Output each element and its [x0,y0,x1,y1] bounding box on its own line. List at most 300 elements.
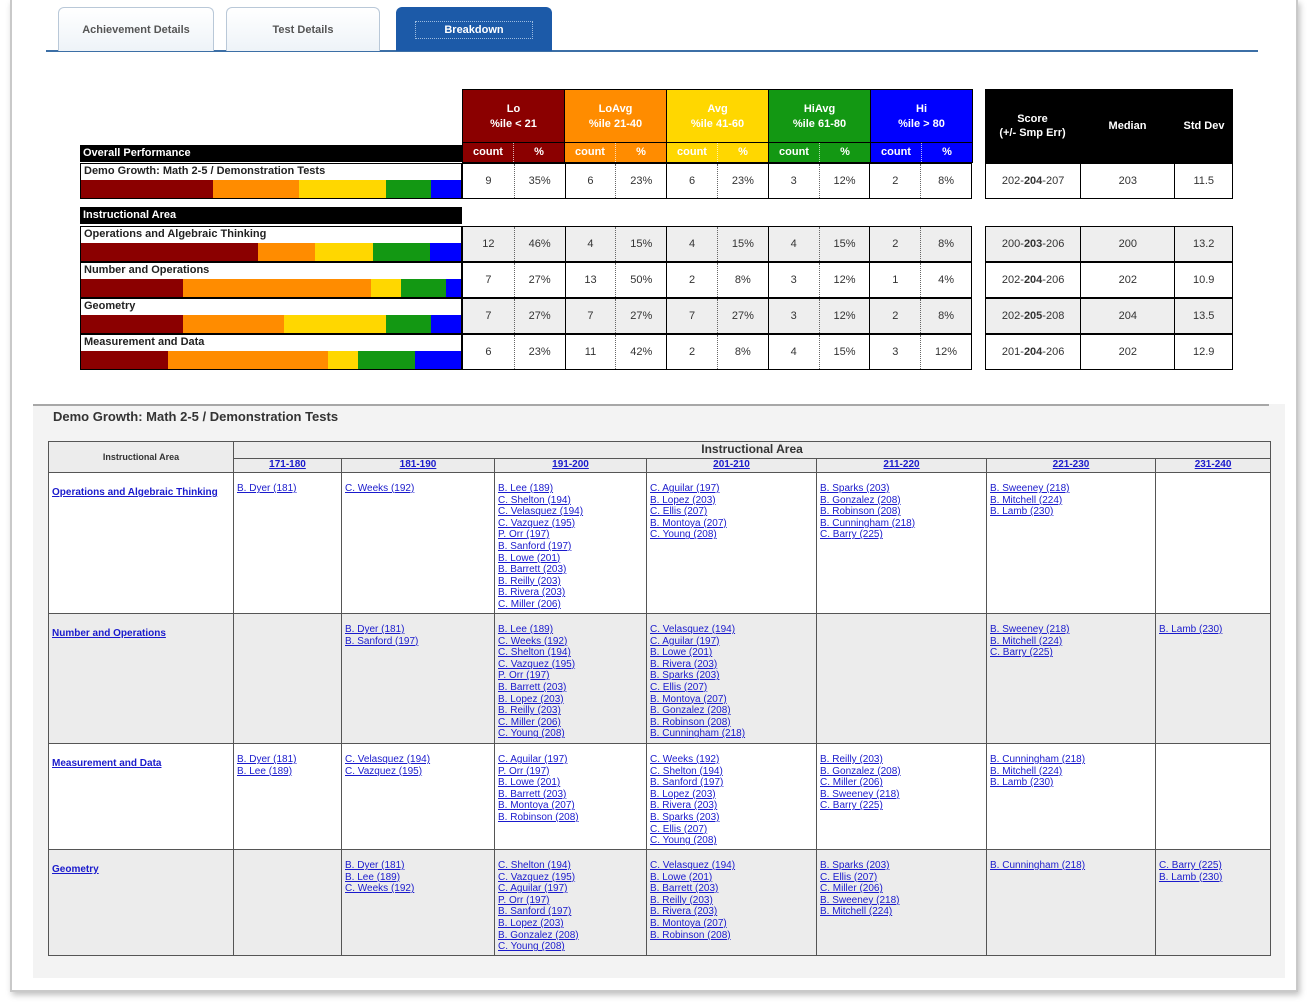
student-link[interactable]: B. Lee (189) [498,483,554,494]
performance-stacked-bar [81,351,461,369]
student-link[interactable]: C. Barry (225) [1159,860,1222,871]
student-link[interactable]: B. Dyer (181) [345,860,405,871]
stats-header [985,89,1233,163]
bar-segment-hi [446,279,461,297]
bar-segment-hiavg [401,279,446,297]
student-link[interactable]: B. Montoya (207) [650,917,727,929]
student-link[interactable]: B. Cunningham (218) [650,728,746,740]
student-link[interactable]: B. Lopez (203) [498,917,564,929]
range-header[interactable] [495,459,647,473]
student-link[interactable]: B. Barrett (203) [498,681,567,693]
student-link[interactable]: C. Miller (206) [820,777,883,789]
breakdown-panel [33,404,1285,978]
tab-label: Achievement Details [82,23,190,36]
student-link[interactable]: B. Lopez (203) [498,693,564,705]
student-link[interactable]: B. Montoya (207) [498,800,575,812]
student-link[interactable]: P. Orr (197) [498,765,550,777]
student-link[interactable]: B. Sparks (203) [650,811,720,823]
student-link[interactable]: C. Young (208) [498,728,565,740]
student-link[interactable]: C. Aguilar (197) [498,883,568,895]
bar-segment-loavg [258,243,316,261]
range-link[interactable]: 231-240 [1194,459,1232,470]
band-name: LoAvg [598,103,633,115]
performance-stacked-bar [81,180,461,198]
row-label-cell [80,226,462,262]
median-header: Median [1108,120,1147,132]
overall-title: Overall Performance [80,145,462,162]
stats-cells [985,163,1233,199]
cell-value: 3 [768,164,819,198]
area-link[interactable]: Geometry [52,864,99,875]
student-link[interactable]: B. Dyer (181) [345,624,405,635]
student-link[interactable]: B. Lowe (201) [650,647,713,659]
bar-segment-lo [81,279,183,297]
band-header [666,89,769,143]
student-link[interactable]: B. Gonzalez (208) [820,765,901,777]
percent-header: % [819,143,870,162]
band-counts-cells [462,298,972,334]
student-link[interactable]: B. Lee (189) [498,624,554,635]
median-cell: 202 [1080,263,1174,297]
score-high: -206 [1042,238,1065,250]
student-list-cell [234,473,342,614]
cell-value: 8% [920,299,971,333]
range-header[interactable] [234,459,342,473]
cell-value: 1 [869,263,920,297]
cell-value: 7 [485,310,492,322]
student-list-cell [342,473,495,614]
score-high: -208 [1042,310,1065,322]
band-subheader [666,143,769,163]
student-link[interactable]: B. Sweeney (218) [820,788,900,800]
range-header[interactable] [817,459,987,473]
student-link[interactable]: B. Lowe (201) [498,777,561,789]
performance-stacked-bar [81,279,461,297]
student-link[interactable]: B. Lamb (230) [1159,871,1223,883]
bar-segment-hiavg [358,351,415,369]
band-subheader [870,143,973,163]
student-link[interactable]: C. Vazquez (195) [498,871,576,883]
cell-value: 6 [485,346,492,358]
student-list-cell [987,850,1156,956]
performance-stacked-bar [81,243,461,261]
band-header [462,89,565,143]
bar-segment-hiavg [373,243,431,261]
row-label-text: Operations and Algebraic Thinking [84,228,267,240]
band-name: HiAvg [803,103,836,115]
range-link[interactable]: 221-230 [1052,459,1090,470]
student-link[interactable]: B. Mitchell (224) [820,906,893,918]
group-header: Instructional Area [234,442,1271,459]
student-link[interactable]: B. Barrett (203) [650,883,719,895]
student-link[interactable]: C. Ellis (207) [820,871,878,883]
student-link[interactable]: B. Montoya (207) [650,517,727,529]
table-row [49,473,1271,614]
cell-value: 9 [485,175,492,187]
range-link[interactable]: 191-200 [552,459,589,470]
student-link[interactable]: B. Barrett (203) [498,564,567,576]
student-link[interactable]: B. Sanford (197) [650,777,724,789]
student-link[interactable]: B. Lowe (201) [498,552,561,564]
bar-segment-avg [284,315,386,333]
cell-value: 15% [819,335,870,369]
student-link[interactable]: B. Rivera (203) [650,906,718,918]
divider [33,404,1269,406]
student-link[interactable]: B. Sparks (203) [820,483,890,494]
cell-value: 27% [615,299,666,333]
student-list-cell [342,850,495,956]
student-list-cell [987,744,1156,850]
student-link[interactable]: B. Sparks (203) [650,670,720,682]
student-link[interactable]: C. Barry (225) [820,529,883,541]
range-link[interactable]: 181-190 [399,459,437,470]
score-mid: 204 [1023,274,1043,286]
range-link[interactable]: 201-210 [713,459,750,470]
cell-value: 2 [869,299,920,333]
table-row [49,614,1271,744]
student-link[interactable]: B. Sanford (197) [498,540,572,552]
student-link[interactable]: B. Robinson (208) [650,929,731,941]
tab-achievement-details[interactable] [58,7,214,51]
student-link[interactable]: B. Gonzalez (208) [650,705,731,717]
cell-value: 46% [514,227,565,261]
score-low: 202- [1001,310,1024,322]
breakdown-title: Demo Growth: Math 2-5 / Demonstration Tests [53,409,339,424]
range-header[interactable] [647,459,817,473]
student-link[interactable]: C. Barry (225) [820,800,883,812]
stats-cells [985,262,1233,298]
cell-value: 23% [615,164,666,198]
student-link[interactable]: B. Sweeney (218) [990,483,1070,494]
area-cell [49,744,234,850]
student-link[interactable]: B. Reilly (203) [650,894,713,906]
cell-value: 12% [819,299,870,333]
student-link[interactable]: C. Vazquez (195) [498,658,576,670]
student-link[interactable]: B. Cunningham (218) [820,517,916,529]
cell-value: 12% [920,335,971,369]
cell-value: 15% [819,227,870,261]
cell-value: 2 [869,164,920,198]
score-range-cell [986,263,1080,297]
cell-value: 23% [717,164,768,198]
band-range: %ile 61-80 [792,118,847,130]
score-range-cell [986,227,1080,261]
row-label-cell [80,298,462,334]
cell-value: 2 [666,335,717,369]
score-range-cell [986,164,1080,198]
median-cell: 204 [1080,299,1174,333]
area-link[interactable]: Number and Operations [52,628,166,639]
student-link[interactable]: C. Ellis (207) [650,506,708,518]
row-label-text: Demo Growth: Math 2-5 / Demonstration Tests [84,165,326,177]
student-link[interactable]: B. Lowe (201) [650,871,713,883]
cell-value: 42% [615,335,666,369]
percent-header: % [921,143,972,162]
band-counts-cells [462,226,972,262]
cell-value: 11 [565,335,616,369]
percent-header: % [717,143,768,162]
student-link[interactable]: P. Orr (197) [498,670,550,682]
count-header: count [575,146,605,158]
bar-segment-avg [315,243,373,261]
score-high: -206 [1042,274,1065,286]
band-header [564,89,667,143]
student-link[interactable]: C. Shelton (194) [498,647,571,659]
student-link[interactable]: C. Ellis (207) [650,681,708,693]
range-link[interactable]: 171-180 [269,459,306,470]
student-link[interactable]: C. Aguilar (197) [498,754,568,765]
cell-value: 6 [666,164,717,198]
corner-header: Instructional Area [49,442,234,473]
row-label-text: Geometry [84,300,136,312]
student-link[interactable]: B. Rivera (203) [650,658,718,670]
score-low: 202- [1001,274,1024,286]
score-high: -207 [1042,175,1065,187]
row-label-cell [80,334,462,370]
student-list-cell [1156,614,1271,744]
breakdown-table [48,441,1271,956]
student-link[interactable]: B. Mitchell (224) [990,494,1063,506]
student-link[interactable]: C. Ellis (207) [650,823,708,835]
median-cell: 202 [1080,335,1174,369]
student-link[interactable]: P. Orr (197) [498,529,550,541]
student-link[interactable]: B. Robinson (208) [820,506,901,518]
count-header: count [779,146,809,158]
bar-segment-hiavg [386,180,431,198]
score-mid: 205 [1023,310,1043,322]
cell-value: 8% [920,227,971,261]
band-name: Avg [707,103,728,115]
student-link[interactable]: B. Mitchell (224) [990,765,1063,777]
student-link[interactable]: B. Cunningham (218) [990,860,1086,871]
student-list-cell [342,614,495,744]
tab-label: Breakdown [415,21,532,39]
student-link[interactable]: B. Lamb (230) [990,506,1054,518]
cell-value: 8% [920,164,971,198]
student-list-cell [647,744,817,850]
area-link[interactable]: Operations and Algebraic Thinking [52,487,218,498]
cell-value: 4 [565,227,616,261]
band-counts-cells [462,262,972,298]
score-high: -206 [1042,346,1065,358]
bar-segment-loavg [183,315,285,333]
cell-value: 4 [768,335,819,369]
cell-value: 27% [717,299,768,333]
student-link[interactable]: B. Gonzalez (208) [820,494,901,506]
student-list-cell [1156,850,1271,956]
student-link[interactable]: B. Lamb (230) [1159,624,1223,635]
student-list-cell [817,744,987,850]
student-link[interactable]: C. Vazquez (195) [345,765,423,777]
cell-value: 15% [717,227,768,261]
percent-header: % [615,143,666,162]
student-link[interactable]: C. Miller (206) [498,598,561,610]
cell-value: 6 [565,164,616,198]
student-list-cell [817,473,987,614]
count-header: count [677,146,707,158]
student-link[interactable]: C. Aguilar (197) [650,635,720,647]
student-link[interactable]: B. Rivera (203) [498,587,566,599]
bar-segment-lo [81,243,258,261]
student-link[interactable]: C. Young (208) [650,835,717,847]
cell-value: 4 [768,227,819,261]
student-link[interactable]: C. Velasquez (194) [650,860,736,871]
bar-segment-hi [430,243,461,261]
student-link[interactable]: B. Reilly (203) [498,575,561,587]
student-link[interactable]: B. Sparks (203) [820,860,890,871]
bar-segment-lo [81,315,183,333]
cell-value: 7 [666,299,717,333]
student-link[interactable]: B. Sanford (197) [345,635,419,647]
cell-value: 35% [514,164,565,198]
student-link[interactable]: B. Reilly (203) [498,705,561,717]
table-row [49,850,1271,956]
tab-label: Test Details [272,23,334,36]
cell-value: 8% [717,335,768,369]
cell-value: 13 [565,263,616,297]
band-range: %ile 41-60 [690,118,745,130]
bar-segment-hi [415,351,461,369]
student-link[interactable]: C. Miller (206) [498,716,561,728]
student-link[interactable]: B. Lee (189) [345,871,401,883]
score-mid: 203 [1023,238,1043,250]
student-link[interactable]: C. Barry (225) [990,647,1053,659]
student-link[interactable]: B. Barrett (203) [498,788,567,800]
band-header [768,89,871,143]
range-link[interactable]: 211-220 [883,459,920,470]
student-link[interactable]: B. Sanford (197) [498,906,572,918]
cell-value: 3 [768,263,819,297]
band-range: %ile 21-40 [588,118,643,130]
band-name: Hi [916,103,927,115]
student-link[interactable]: B. Dyer (181) [237,754,297,765]
student-link[interactable]: C. Miller (206) [820,883,883,895]
cell-value: 8% [717,263,768,297]
range-header[interactable] [342,459,495,473]
tab-test-details[interactable] [226,7,380,51]
student-link[interactable]: C. Velasquez (194) [345,754,431,765]
band-header [870,89,973,143]
student-link[interactable]: B. Cunningham (218) [990,754,1086,765]
cell-value: 2 [666,263,717,297]
cell-value: 15% [615,227,666,261]
cell-value: 2 [869,227,920,261]
student-link[interactable]: C. Young (208) [650,529,717,541]
row-label-text: Number and Operations [84,264,210,276]
student-link[interactable]: B. Robinson (208) [498,811,579,823]
student-link[interactable]: C. Vazquez (195) [498,517,576,529]
student-link[interactable]: B. Mitchell (224) [990,635,1063,647]
student-link[interactable]: C. Weeks (192) [345,483,415,494]
student-list-cell [342,744,495,850]
bar-segment-avg [371,279,401,297]
student-list-cell [817,850,987,956]
std-dev-cell: 12.9 [1174,335,1232,369]
student-link[interactable]: B. Sweeney (218) [990,624,1070,635]
band-subheader [564,143,667,163]
score-low: 201- [1001,346,1024,358]
student-link[interactable]: B. Reilly (203) [820,754,883,765]
student-link[interactable]: C. Young (208) [498,941,565,953]
score-mid: 204 [1023,346,1043,358]
cell-value: 3 [869,335,920,369]
bar-segment-hi [431,315,461,333]
student-link[interactable]: C. Aguilar (197) [650,483,720,494]
student-list-cell [1156,744,1271,850]
band-counts-cells [462,334,972,370]
area-cell [49,614,234,744]
student-link[interactable]: C. Weeks (192) [498,635,568,647]
median-cell: 200 [1080,227,1174,261]
instructional-title: Instructional Area [80,207,462,224]
std-dev-cell: 13.2 [1174,227,1232,261]
band-counts-cells [462,163,972,199]
student-link[interactable]: C. Shelton (194) [498,494,571,506]
student-link[interactable]: C. Shelton (194) [498,860,571,871]
cell-value: 23% [514,335,565,369]
student-link[interactable]: C. Weeks (192) [345,883,415,895]
student-list-cell [987,614,1156,744]
student-link[interactable]: C. Shelton (194) [650,765,723,777]
cell-value: 4 [666,227,717,261]
bar-segment-lo [81,180,213,198]
student-link[interactable]: P. Orr (197) [498,894,550,906]
student-list-cell [817,614,987,744]
student-list-cell [495,850,647,956]
student-link[interactable]: B. Gonzalez (208) [498,929,579,941]
row-label-cell [80,163,462,199]
area-link[interactable]: Measurement and Data [52,758,162,769]
student-link[interactable]: C. Weeks (192) [650,754,720,765]
student-link[interactable]: B. Dyer (181) [237,483,297,494]
student-link[interactable]: C. Velasquez (194) [498,506,584,518]
student-link[interactable]: B. Lopez (203) [650,494,716,506]
student-link[interactable]: B. Lee (189) [237,765,293,777]
student-link[interactable]: B. Lopez (203) [650,788,716,800]
score-low: 200- [1001,238,1024,250]
band-subheader [768,143,871,163]
range-header[interactable] [987,459,1156,473]
score-mid: 204 [1023,175,1043,187]
percent-header: % [513,143,564,162]
bar-segment-loavg [168,351,328,369]
student-list-cell [234,850,342,956]
count-header: count [473,146,503,158]
student-link[interactable]: B. Montoya (207) [650,693,727,705]
student-list-cell [495,614,647,744]
bar-segment-avg [328,351,358,369]
area-cell [49,473,234,614]
student-list-cell [495,744,647,850]
range-header[interactable] [1156,459,1271,473]
tab-bar [46,0,1258,52]
student-link[interactable]: C. Velasquez (194) [650,624,736,635]
student-link[interactable]: B. Sweeney (218) [820,894,900,906]
student-list-cell [647,850,817,956]
bar-segment-avg [299,180,386,198]
student-link[interactable]: B. Lamb (230) [990,777,1054,789]
tab-breakdown[interactable] [396,7,552,51]
student-list-cell [234,614,342,744]
table-row [49,744,1271,850]
student-link[interactable]: B. Rivera (203) [650,800,718,812]
std-dev-cell: 11.5 [1174,164,1232,198]
cell-value: 12% [819,263,870,297]
band-range: %ile > 80 [898,118,945,130]
cell-value: 12% [819,164,870,198]
bar-segment-hiavg [386,315,431,333]
student-link[interactable]: B. Robinson (208) [650,716,731,728]
